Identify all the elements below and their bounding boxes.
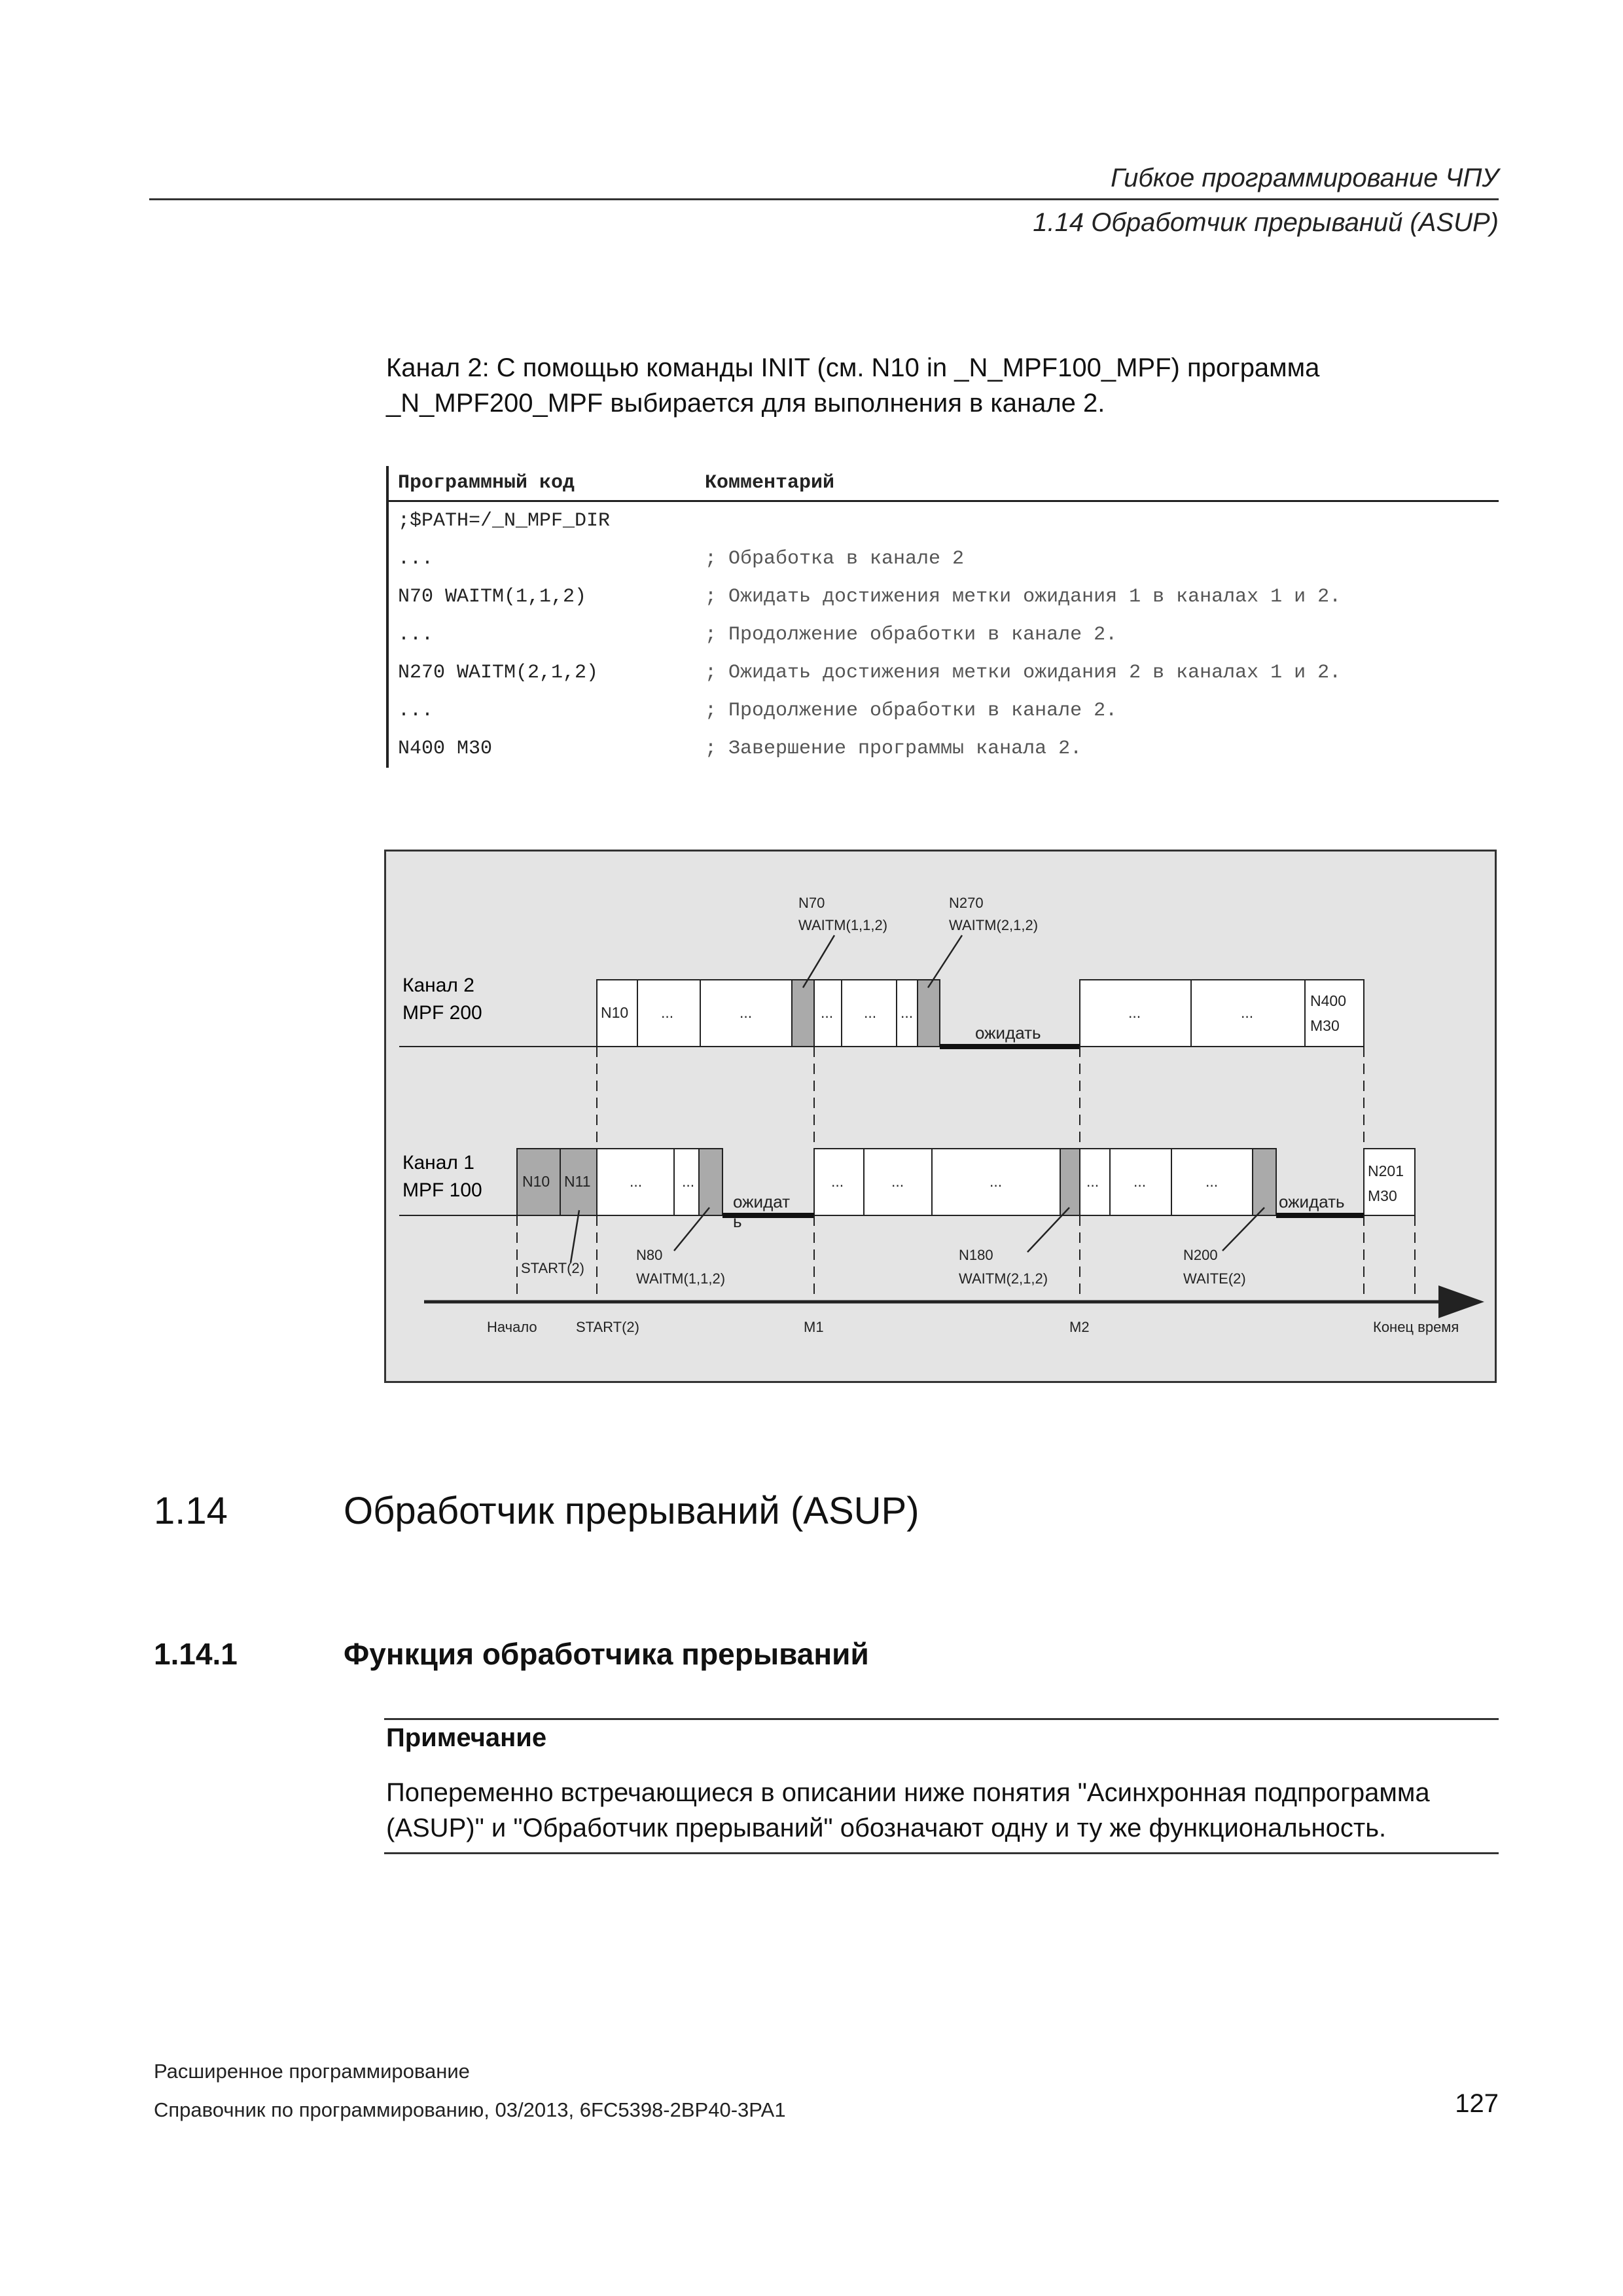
ch2-text: ...	[740, 1004, 753, 1021]
callout-n270-cmd: WAITM(2,1,2)	[949, 917, 1039, 933]
callout-n200-cmd: WAITE(2)	[1183, 1270, 1246, 1287]
ch2-text: ...	[821, 1004, 834, 1021]
code-table	[386, 466, 1499, 768]
callout-n80-cmd: WAITM(1,1,2)	[636, 1270, 726, 1287]
channel2-label-1: Канал 2	[402, 975, 474, 996]
code-cell: N70 WAITM(1,1,2)	[398, 586, 587, 608]
code-cell: ...	[398, 700, 434, 722]
ch2-text: N400	[1310, 992, 1346, 1009]
ch1-text: N10	[522, 1173, 550, 1190]
ch1-wait-mark-n180	[1060, 1149, 1080, 1215]
ch1-wait-label-1: ожидат	[733, 1192, 791, 1211]
table-row	[387, 730, 1499, 768]
header-rule	[149, 198, 1499, 200]
footer-book-info: Справочник по программированию, 03/2013, 6FC5398-2BP40-3PA1	[154, 2098, 786, 2121]
ch1-text: ...	[831, 1173, 844, 1190]
ch2-wait-mark-n70	[792, 980, 814, 1047]
running-header-section: 1.14 Обработчик прерываний (ASUP)	[1033, 208, 1499, 237]
ch1-text: ...	[630, 1173, 643, 1190]
callout-n70-cmd: WAITM(1,1,2)	[798, 917, 888, 933]
table-row	[387, 654, 1499, 692]
leader-n270	[928, 935, 962, 988]
page-number: 127	[1455, 2089, 1499, 2118]
table-row	[387, 578, 1499, 616]
axis-label-end: Конец время	[1373, 1319, 1459, 1335]
callout-n200: N200	[1183, 1247, 1218, 1263]
timing-diagram	[384, 850, 1497, 1383]
callout-start: START(2)	[521, 1260, 584, 1276]
callout-n180-cmd: WAITM(2,1,2)	[959, 1270, 1048, 1287]
note-top-rule	[384, 1718, 1499, 1720]
ch1-wait-label-2: ожидать	[1279, 1192, 1345, 1211]
ch2-wait-mark-n270	[918, 980, 940, 1047]
code-cell: ...	[398, 624, 434, 646]
axis-label-m1: M1	[804, 1319, 824, 1335]
channel1-label-2: MPF 100	[402, 1179, 482, 1201]
note-text: Попеременно встречающиеся в описании ниже понятия "Асинхронная подпрограмма (ASUP)" и "Обработчик прерываний" обозначают одну и ту же функциональность.	[386, 1778, 1430, 1842]
table-row	[387, 692, 1499, 730]
comment-column-header: Комментарий	[696, 466, 1499, 501]
ch1-text: M30	[1368, 1187, 1397, 1204]
table-row	[387, 540, 1499, 578]
leader-start	[571, 1210, 579, 1263]
comment-cell: ; Ожидать достижения метки ожидания 1 в каналах 1 и 2.	[705, 586, 1342, 608]
ch2-text: M30	[1310, 1017, 1340, 1034]
ch1-block-end	[1364, 1149, 1415, 1215]
code-table-header	[387, 466, 1499, 501]
code-cell: N400 M30	[398, 738, 493, 760]
ch1-text: ...	[990, 1173, 1003, 1190]
ch2-text: ...	[901, 1004, 914, 1021]
axis-label-start2: START(2)	[576, 1319, 639, 1335]
ch1-text: N11	[564, 1173, 591, 1190]
ch2-block-end	[1305, 980, 1364, 1047]
axis-label-m2: M2	[1069, 1319, 1090, 1335]
ch1-wait-mark-n80	[699, 1149, 722, 1215]
table-row	[387, 616, 1499, 654]
ch2-wait-label: ожидать	[975, 1023, 1041, 1043]
comment-cell: ; Завершение программы канала 2.	[705, 738, 1082, 760]
subsection-number: 1.14.1	[154, 1637, 238, 1671]
intro-paragraph: Канал 2: С помощью команды INIT (см. N10 in _N_MPF100_MPF) программа _N_MPF200_MPF выбирается для выполнения в канале 2.	[386, 353, 1320, 418]
ch1-text: ...	[1133, 1173, 1147, 1190]
ch2-text: N10	[601, 1004, 629, 1021]
axis-label-start: Начало	[487, 1319, 537, 1335]
table-row	[387, 501, 1499, 541]
code-column-header: Программный код	[387, 466, 696, 501]
callout-n180: N180	[959, 1247, 993, 1263]
channel2-label-2: MPF 200	[402, 1002, 482, 1024]
comment-cell: ; Ожидать достижения метки ожидания 2 в каналах 1 и 2.	[705, 662, 1342, 684]
ch1-text: ...	[682, 1173, 695, 1190]
subsection-title: Функция обработчика прерываний	[344, 1637, 869, 1671]
callout-n270: N270	[949, 895, 984, 911]
comment-cell	[696, 501, 1499, 541]
callout-n70: N70	[798, 895, 825, 911]
code-cell: ;$PATH=/_N_MPF_DIR	[398, 510, 611, 532]
ch1-text: ...	[1086, 1173, 1099, 1190]
ch2-text: ...	[1241, 1004, 1254, 1021]
comment-cell: ; Продолжение обработки в канале 2.	[705, 700, 1118, 722]
comment-cell: ; Продолжение обработки в канале 2.	[705, 624, 1118, 646]
ch2-text: ...	[864, 1004, 877, 1021]
ch1-wait-mark-n200	[1253, 1149, 1276, 1215]
section-title: Обработчик прерываний (ASUP)	[344, 1490, 919, 1532]
ch1-text: ...	[1205, 1173, 1219, 1190]
footer-book-title: Расширенное программирование	[154, 2060, 470, 2083]
note-title: Примечание	[386, 1723, 547, 1752]
section-number: 1.14	[154, 1490, 228, 1532]
callout-n80: N80	[636, 1247, 663, 1263]
code-cell: ...	[398, 548, 434, 570]
running-header-title: Гибкое программирование ЧПУ	[1111, 164, 1499, 192]
comment-cell: ; Обработка в канале 2	[705, 548, 965, 570]
ch1-text: N201	[1368, 1162, 1404, 1179]
channel1-label-1: Канал 1	[402, 1152, 474, 1174]
ch1-text: ...	[891, 1173, 904, 1190]
code-cell: N270 WAITM(2,1,2)	[398, 662, 599, 684]
ch1-wait-label-1b: ь	[733, 1211, 742, 1231]
ch2-text: ...	[661, 1004, 674, 1021]
note-bottom-rule	[384, 1852, 1499, 1854]
ch2-text: ...	[1128, 1004, 1141, 1021]
timing-diagram-svg	[386, 852, 1495, 1381]
